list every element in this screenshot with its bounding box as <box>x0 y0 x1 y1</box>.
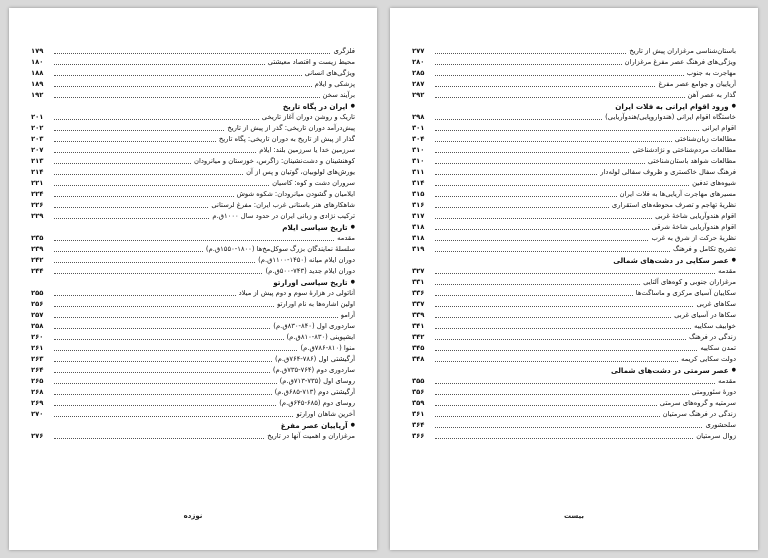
toc-entry-title: مطالعات زبان‌شناختی <box>674 135 736 143</box>
toc-dot-leader <box>435 196 617 197</box>
page-footer-number: نوزده <box>183 512 203 520</box>
toc-page-number: ۱۷۹ <box>31 47 44 55</box>
toc-dot-leader <box>435 251 670 252</box>
toc-entry <box>31 200 355 211</box>
toc-dot-leader <box>54 273 262 274</box>
toc-entry <box>412 79 736 90</box>
toc-page-number: ۲۳۹ <box>31 245 44 253</box>
toc-entry <box>412 420 736 431</box>
toc-dot-leader <box>435 416 660 417</box>
toc-entry <box>412 310 736 321</box>
toc-entry <box>412 167 736 178</box>
toc-dot-leader <box>54 218 209 219</box>
toc-page-number: ۲۲۴ <box>31 190 44 198</box>
toc-entry <box>31 46 355 57</box>
toc-page-number: ۲۰۱ <box>31 113 44 121</box>
toc-dot-leader <box>54 295 236 296</box>
toc-dot-leader <box>54 306 274 307</box>
toc-entry-title: اقوام هندوآریایی شاخهٔ شرقی <box>651 223 736 231</box>
toc-page-number: ۲۲۶ <box>31 201 44 209</box>
toc-entry-title: آرگیشتی دوم (۷۱۳-۶۸۵ق.م) <box>274 388 355 396</box>
toc-page-number: ۳۰۱ <box>412 124 425 132</box>
toc-entry-title: ساردوری دوم (۷۶۴-۷۳۵ق.م) <box>272 366 355 374</box>
toc-entry-title: تمدن سکاییه <box>700 344 736 352</box>
toc-entry <box>31 233 355 244</box>
toc-page-number: ۲۶۵ <box>31 377 44 385</box>
toc-entry-title: ایلامیان و گشودن میانرودان: شکوه شوش <box>236 190 355 198</box>
toc-dot-leader <box>435 350 697 351</box>
toc-page-number: ۲۲۹ <box>31 212 44 220</box>
toc-dot-leader <box>54 328 270 329</box>
toc-entry-title: ● عصر سرمتی در دشت‌های شمالی <box>611 365 736 377</box>
toc-entry <box>31 299 355 310</box>
toc-entry <box>31 354 355 365</box>
toc-entry-title: ایشپوینی (۸۳۰-۸۱۰ق.م) <box>286 333 355 341</box>
toc-entry-title: فلزگری <box>333 47 355 55</box>
toc-page-number: ۲۰۷ <box>31 146 44 154</box>
toc-entry-title: ترکیب نژادی و زبانی ایران در حدود سال ۱۰۰۰ق.م <box>212 212 355 220</box>
toc-entry-title: تشریح تکامل و فرهنگ <box>673 245 736 253</box>
toc-entry-title: محیط زیست و اقتصاد معیشتی <box>267 58 355 66</box>
toc-page-number: ۲۸۷ <box>412 80 425 88</box>
toc-dot-leader <box>435 394 689 395</box>
toc-entry-title: دولت سکایی کریمه <box>681 355 736 363</box>
toc-entry <box>412 409 736 420</box>
toc-entry <box>412 376 736 387</box>
toc-page-number: ۳۳۱ <box>412 278 425 286</box>
toc-dot-leader <box>435 53 626 54</box>
toc-entry <box>412 332 736 343</box>
toc-page-number: ۳۶۴ <box>412 421 425 429</box>
toc-dot-leader <box>54 394 272 395</box>
toc-dot-leader <box>435 438 693 439</box>
toc-entry <box>31 178 355 189</box>
toc-entry-title: ویژگی‌های فرهنگ عصر مفرغ مرغزاران <box>624 58 736 66</box>
toc-dot-leader <box>435 328 691 329</box>
toc-entry-title: مهاجرت به جنوب <box>686 69 736 77</box>
toc-entry <box>412 244 736 255</box>
toc-page-number: ۳۱۸ <box>412 223 425 231</box>
toc-page-number: ۲۶۹ <box>31 399 44 407</box>
toc-dot-leader <box>54 350 297 351</box>
toc-page-number: ۲۸۰ <box>412 58 425 66</box>
toc-entry <box>412 90 736 101</box>
toc-dot-leader <box>54 262 255 263</box>
toc-page-number: ۳۱۸ <box>412 234 425 242</box>
toc-dot-leader <box>435 64 622 65</box>
toc-entry <box>412 200 736 211</box>
toc-entry <box>412 387 736 398</box>
toc-entry <box>412 134 736 145</box>
toc-dot-leader <box>54 251 203 252</box>
toc-page-number: ۳۵۵ <box>412 377 425 385</box>
toc-page-number: ۲۷۶ <box>31 432 44 440</box>
toc-page-number: ۲۷۰ <box>31 410 44 418</box>
toc-page-number: ۲۶۴ <box>31 366 44 374</box>
toc-entry-title: سروران دشت و کوه: کاسیان <box>272 179 355 187</box>
toc-entry <box>31 79 355 90</box>
toc-dot-leader <box>54 174 243 175</box>
toc-entry <box>412 222 736 233</box>
toc-entry <box>31 332 355 343</box>
toc-dot-leader <box>435 229 649 230</box>
toc-entry <box>412 57 736 68</box>
toc-dot-leader <box>54 119 259 120</box>
toc-page-number: ۲۳۵ <box>31 234 44 242</box>
toc-entry-title: مقدمه <box>718 377 736 385</box>
toc-dot-leader <box>54 75 302 76</box>
toc-page-number: ۳۱۷ <box>412 212 425 220</box>
toc-dot-leader <box>435 339 686 340</box>
toc-section-heading <box>31 420 355 431</box>
toc-dot-leader <box>54 141 216 142</box>
toc-entry-title: مرغزاران جنوبی و کوه‌های آلتایی <box>643 278 736 286</box>
toc-page-number: ۱۹۲ <box>31 91 44 99</box>
toc-dot-leader <box>54 383 277 384</box>
toc-entry-title: باستان‌شناسی مرغزاران پیش از تاریخ <box>629 47 736 55</box>
toc-entry <box>412 277 736 288</box>
toc-page-number: ۳۱۱ <box>412 168 425 176</box>
toc-entry <box>31 68 355 79</box>
toc-dot-leader <box>435 284 640 285</box>
toc-page-number: ۳۴۸ <box>412 355 425 363</box>
toc-page-number: ۳۱۶ <box>412 201 425 209</box>
toc-page-number: ۲۱۴ <box>31 168 44 176</box>
toc-page-number: ۲۵۸ <box>31 322 44 330</box>
toc-entry <box>31 376 355 387</box>
toc-page-number: ۳۶۱ <box>412 410 425 418</box>
toc-page-number: ۱۸۰ <box>31 58 44 66</box>
toc-entry <box>31 409 355 420</box>
toc-entry-title: ● تاریخ سیاسی اورارتو <box>273 277 355 289</box>
toc-dot-leader <box>54 361 272 362</box>
toc-entry <box>412 354 736 365</box>
toc-dot-leader <box>54 130 224 131</box>
toc-entry-title: زوال سرمتیان <box>696 432 736 440</box>
toc-entry <box>31 343 355 354</box>
toc-page-number: ۳۰۴ <box>412 135 425 143</box>
toc-entry <box>412 431 736 442</box>
toc-page-number: ۳۱۰ <box>412 146 425 154</box>
toc-page-number: ۳۱۰ <box>412 157 425 165</box>
toc-entry <box>412 299 736 310</box>
toc-dot-leader <box>435 163 645 164</box>
toc-page-number: ۳۴۲ <box>412 333 425 341</box>
toc-entry-title: شیوه‌های تدفین <box>692 179 736 187</box>
toc-page-number: ۲۶۱ <box>31 344 44 352</box>
toc-entry-title: دوران ایلام میانه (۱۴۵۰-۱۱۰۰ق.م) <box>258 256 355 264</box>
toc-dot-leader <box>435 152 629 153</box>
toc-page-number: ۳۱۵ <box>412 190 425 198</box>
toc-entry-title: مطالعات مردم‌شناختی و نژادشناختی <box>632 146 736 154</box>
toc-entry-title: ● آریاییان عصر مفرغ <box>281 420 355 432</box>
toc-dot-leader <box>54 339 284 340</box>
toc-dot-leader <box>435 405 657 406</box>
toc-dot-leader <box>435 207 609 208</box>
toc-page-number: ۳۵۶ <box>412 388 425 396</box>
toc-entry-title: گذار به عصر آهن <box>687 91 736 99</box>
toc-entry-title: ● ورود اقوام ایرانی به فلات ایران <box>615 101 736 113</box>
toc-entry-title: دورهٔ سئورومتی <box>691 388 736 396</box>
toc-page-number: ۱۸۸ <box>31 69 44 77</box>
toc-entry-title: نظریهٔ تهاجم و تصرف محوطه‌های استقراری <box>611 201 736 209</box>
toc-entry <box>412 266 736 277</box>
toc-dot-leader <box>435 75 684 76</box>
toc-entry <box>31 398 355 409</box>
toc-dot-leader <box>54 86 312 87</box>
toc-page-number: ۲۵۵ <box>31 289 44 297</box>
toc-entry <box>412 68 736 79</box>
toc-page-number: ۲۹۲ <box>412 91 425 99</box>
toc-dot-leader <box>435 240 648 241</box>
toc-entry <box>412 233 736 244</box>
toc-page-number: ۳۱۴ <box>412 179 425 187</box>
toc-dot-leader <box>54 152 256 153</box>
toc-entry <box>412 46 736 57</box>
toc-page-right <box>390 8 758 550</box>
toc-dot-leader <box>54 64 265 65</box>
toc-dot-leader <box>435 273 715 274</box>
toc-entry-title: خوابیف سکاییه <box>694 322 736 330</box>
toc-entry <box>412 178 736 189</box>
toc-dot-leader <box>435 185 689 186</box>
toc-section-heading <box>412 101 736 112</box>
toc-page-number: ۳۵۹ <box>412 399 425 407</box>
toc-dot-leader <box>54 317 338 318</box>
toc-entry <box>412 343 736 354</box>
toc-page-number: ۲۹۸ <box>412 113 425 121</box>
toc-entry <box>31 266 355 277</box>
toc-entry <box>412 211 736 222</box>
toc-entry-title: سکاهای غربی <box>696 300 736 308</box>
toc-section-heading <box>31 101 355 112</box>
toc-dot-leader <box>435 86 655 87</box>
toc-page-number: ۳۳۹ <box>412 311 425 319</box>
toc-dot-leader <box>54 196 234 197</box>
toc-entry-title: سرمتیه و گروه‌های سرمتی <box>659 399 736 407</box>
toc-page-number: ۳۳۷ <box>412 300 425 308</box>
toc-entry-title: فرهنگ سفال خاکستری و ظروف سفالی لوله‌دار <box>600 168 736 176</box>
toc-entry <box>31 90 355 101</box>
toc-page-number: ۳۲۷ <box>412 267 425 275</box>
toc-dot-leader <box>54 185 269 186</box>
toc-dot-leader <box>435 130 699 131</box>
toc-page-number: ۲۱۳ <box>31 157 44 165</box>
toc-dot-leader <box>435 427 702 428</box>
toc-entry-title: یورش‌های لولوبیان، گوتیان و پس از آن <box>246 168 355 176</box>
toc-dot-leader <box>435 361 678 362</box>
toc-entry-title: کوهنشینان و دشت‌نشینان: زاگرس، خوزستان و میانرودان <box>194 157 355 165</box>
toc-dot-leader <box>435 141 672 142</box>
toc-section-heading <box>412 255 736 266</box>
toc-entry-title: ویژگی‌های انسانی <box>304 69 355 77</box>
toc-list <box>31 46 355 442</box>
toc-entry <box>31 189 355 200</box>
toc-entry <box>31 387 355 398</box>
toc-entry <box>31 321 355 332</box>
toc-entry-title: سلحشوری <box>705 421 736 429</box>
toc-section-heading <box>412 365 736 376</box>
toc-dot-leader <box>54 207 208 208</box>
toc-entry <box>31 134 355 145</box>
toc-dot-leader <box>54 372 270 373</box>
toc-dot-leader <box>54 405 276 406</box>
toc-entry-title: منوا (۸۱۰-۷۸۶ق.م) <box>300 344 355 352</box>
toc-entry-title: شاهکارهای هنر باستانی غرب ایران: مفرغ لرستانی <box>211 201 355 209</box>
toc-entry-title: دوران ایلام جدید (۷۴۳-۵۰۰ق.م) <box>265 267 355 275</box>
toc-section-heading <box>31 277 355 288</box>
toc-entry <box>31 156 355 167</box>
toc-entry-title: مرغزاران و اهمیت آنها در تاریخ <box>267 432 355 440</box>
toc-entry-title: پیش‌درآمد دوران تاریخی: گذر از پیش از تاریخ <box>227 124 355 132</box>
toc-entry-title: آرگیشتی اول (۷۸۶-۷۶۴ق.م) <box>275 355 355 363</box>
toc-entry-title: آریاییان و جوامع عصر مفرغ <box>658 80 736 88</box>
toc-page-number: ۲۶۸ <box>31 388 44 396</box>
toc-entry-title: پزشکی و ایلام <box>314 80 355 88</box>
toc-entry <box>412 189 736 200</box>
toc-entry-title: ● ایران در پگاه تاریخ <box>283 101 355 113</box>
toc-entry <box>31 431 355 442</box>
toc-dot-leader <box>435 295 633 296</box>
toc-entry-title: مسیرهای مهاجرت آریایی‌ها به فلات ایران <box>619 190 736 198</box>
toc-entry-title: اولین اشاره‌ها به نام اورارتو <box>277 300 355 308</box>
toc-section-heading <box>31 222 355 233</box>
toc-dot-leader <box>54 416 293 417</box>
toc-dot-leader <box>54 163 191 164</box>
toc-dot-leader <box>435 218 652 219</box>
toc-entry-title: نظریهٔ حرکت از شرق به غرب <box>651 234 736 242</box>
toc-entry <box>31 288 355 299</box>
toc-entry <box>412 321 736 332</box>
toc-entry-title: آناتولی در هزارهٔ سوم و دوم پیش از میلاد <box>238 289 355 297</box>
toc-entry <box>31 211 355 222</box>
toc-page-number: ۲۷۷ <box>412 47 425 55</box>
toc-dot-leader <box>54 97 320 98</box>
toc-page-number: ۲۴۴ <box>31 267 44 275</box>
toc-dot-leader <box>435 174 597 175</box>
toc-dot-leader <box>54 240 334 241</box>
toc-entry <box>31 57 355 68</box>
toc-entry-title: برآیند سخن <box>322 91 355 99</box>
toc-page-number: ۲۵۷ <box>31 311 44 319</box>
toc-page-left <box>9 8 377 550</box>
toc-dot-leader <box>435 383 715 384</box>
toc-entry-title: تاریک و روشن دوران آغاز تاریخی <box>261 113 355 121</box>
toc-entry-title: ساردوری اول (۸۴۰-۸۳۰ق.م) <box>273 322 355 330</box>
toc-entry-title: مطالعات شواهد باستان‌شناختی <box>647 157 736 165</box>
page-footer-number: بیست <box>563 512 585 520</box>
toc-entry-title: مقدمه <box>718 267 736 275</box>
toc-entry-title: آرامو <box>340 311 355 319</box>
toc-page-number: ۳۶۶ <box>412 432 425 440</box>
toc-page-number: ۲۶۳ <box>31 355 44 363</box>
toc-entry <box>412 398 736 409</box>
toc-dot-leader <box>54 438 264 439</box>
toc-entry <box>31 123 355 134</box>
toc-page-number: ۲۰۳ <box>31 135 44 143</box>
toc-entry-title: سلسلهٔ نمایندگان بزرگ سوکل‌مخ‌ها (۱۸۰۰-۱۵۵۰ق.م) <box>205 245 355 253</box>
toc-entry-title: سکاییان آسیای مرکزی و ماساگت‌ها <box>635 289 736 297</box>
toc-entry <box>31 244 355 255</box>
toc-entry <box>412 156 736 167</box>
toc-entry <box>31 255 355 266</box>
toc-dot-leader <box>435 317 671 318</box>
toc-page-number: ۲۴۲ <box>31 256 44 264</box>
toc-entry-title: ● تاریخ سیاسی ایلام <box>282 222 355 234</box>
toc-page-number: ۳۱۹ <box>412 245 425 253</box>
toc-dot-leader <box>435 97 685 98</box>
toc-entry-title: روسای دوم (۶۸۵-۶۴۵ق.م) <box>279 399 355 407</box>
toc-entry <box>31 145 355 156</box>
toc-page-number: ۲۰۲ <box>31 124 44 132</box>
toc-entry-title: سرزمین خدا یا سرزمین بلند: ایلام <box>259 146 355 154</box>
toc-entry <box>31 167 355 178</box>
toc-dot-leader <box>54 53 330 54</box>
toc-entry-title: گذار از پیش از تاریخ به دوران تاریخی: پگاه تاریخ <box>218 135 355 143</box>
toc-entry-title: زندگی در فرهنگ سرمتیان <box>662 410 736 418</box>
toc-entry-title: اقوام هندوآریایی شاخهٔ غربی <box>655 212 736 220</box>
toc-entry-title: روسای اول (۷۳۵-۷۱۳ق.م) <box>279 377 355 385</box>
toc-entry-title: اقوام ایرانی <box>702 124 736 132</box>
toc-page-number: ۳۳۶ <box>412 289 425 297</box>
toc-dot-leader <box>435 306 693 307</box>
toc-entry <box>412 145 736 156</box>
toc-entry <box>412 288 736 299</box>
toc-dot-leader <box>435 119 602 120</box>
toc-entry-title: ● عصر سکایی در دشت‌های شمالی <box>613 255 736 267</box>
toc-entry <box>31 310 355 321</box>
toc-page-number: ۲۵۶ <box>31 300 44 308</box>
toc-entry <box>31 112 355 123</box>
toc-entry-title: خاستگاه اقوام ایرانی (هندواروپایی/هندوآریایی) <box>605 113 736 121</box>
toc-page-number: ۳۴۵ <box>412 344 425 352</box>
toc-list <box>412 46 736 442</box>
toc-page-number: ۲۶۰ <box>31 333 44 341</box>
toc-page-number: ۱۸۹ <box>31 80 44 88</box>
toc-page-number: ۳۴۱ <box>412 322 425 330</box>
toc-entry-title: مقدمه <box>337 234 355 242</box>
toc-entry-title: سکاها در آسیای غربی <box>674 311 736 319</box>
toc-page-number: ۲۸۵ <box>412 69 425 77</box>
toc-entry <box>31 365 355 376</box>
toc-entry-title: زندگی در فرهنگ <box>689 333 736 341</box>
toc-entry <box>412 112 736 123</box>
toc-entry-title: آخرین شاهان اورارتو <box>296 410 355 418</box>
toc-entry <box>412 123 736 134</box>
toc-page-number: ۲۲۱ <box>31 179 44 187</box>
